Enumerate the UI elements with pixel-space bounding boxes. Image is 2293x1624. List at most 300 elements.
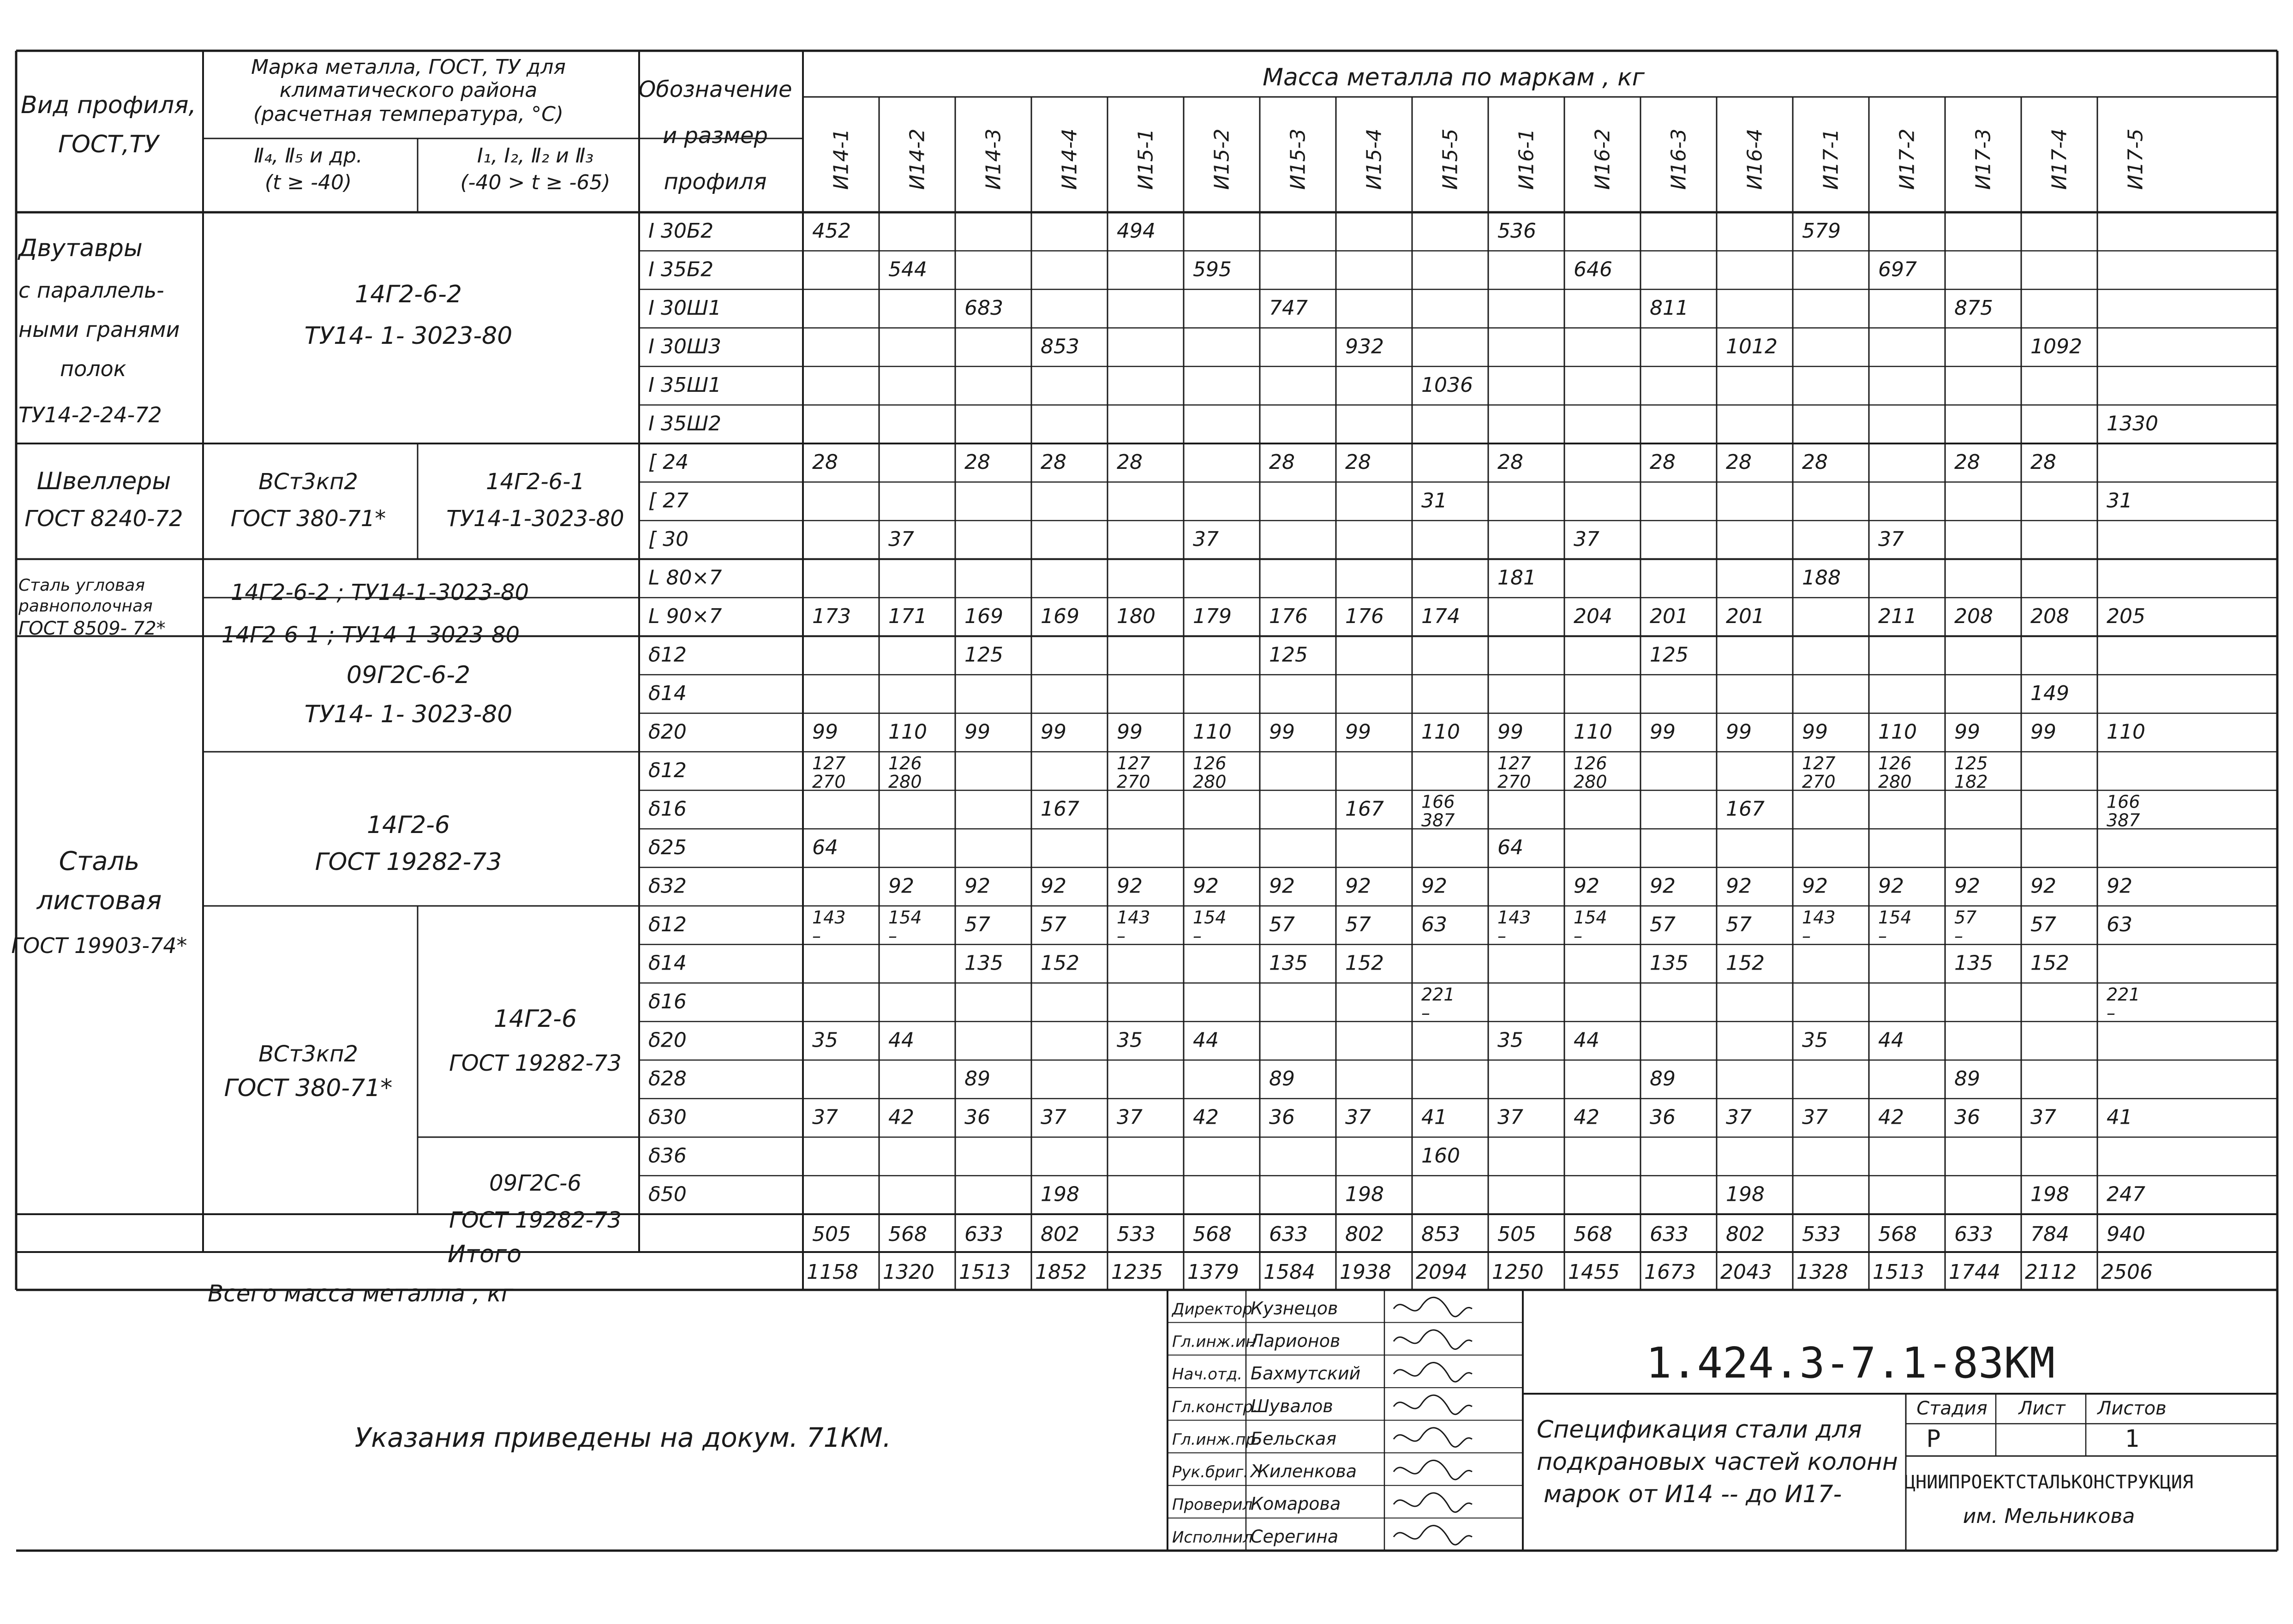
mass-value: 99 — [1269, 720, 1295, 744]
mass-value: 92 — [1041, 874, 1066, 898]
header-designation-1: Обозначение — [638, 77, 792, 102]
total-value: 1328 — [1796, 1260, 1848, 1284]
mass-value: 92 — [1954, 874, 1980, 898]
itogo-value: 568 — [1193, 1222, 1232, 1246]
approval-name: Бахмутский — [1251, 1363, 1361, 1384]
total-value: 2094 — [1416, 1260, 1467, 1284]
mass-value: 57 — [1650, 913, 1676, 936]
mass-value: 1092 — [2030, 335, 2082, 359]
mass-value: 37 — [1574, 527, 1599, 551]
mass-value: 211 — [1878, 605, 1917, 628]
mass-value: 198 — [1726, 1182, 1765, 1206]
mass-value: 36 — [1954, 1105, 1980, 1129]
group-plate-1: Сталь — [59, 846, 140, 876]
mass-value: 92 — [888, 874, 914, 898]
group-ibeam-5: ТУ14-2-24-72 — [18, 402, 162, 427]
profile-designation: [ 27 — [648, 489, 689, 513]
mass-value-numerator: 127 — [1497, 753, 1531, 773]
total-value: 1158 — [807, 1260, 858, 1284]
mass-value-denominator: 387 — [2107, 810, 2140, 831]
mass-value: 28 — [812, 450, 838, 474]
profile-designation: Ⅰ 35Ш1 — [648, 373, 721, 397]
mass-value: 44 — [1193, 1028, 1219, 1052]
mass-value: 37 — [1193, 527, 1219, 551]
mass-value-numerator: 127 — [1802, 753, 1836, 773]
mass-value: 135 — [964, 951, 1003, 975]
mass-value: 544 — [888, 258, 927, 282]
mass-value: 35 — [1802, 1028, 1828, 1052]
mass-value: 44 — [1878, 1028, 1904, 1052]
mass-value: 28 — [1650, 450, 1676, 474]
mass-value: 99 — [1117, 720, 1143, 744]
group-channel-steel-b1: 14Г2-6-1 — [485, 469, 585, 495]
mass-value: 595 — [1193, 258, 1232, 282]
mass-value: 92 — [1345, 874, 1371, 898]
mass-value: 201 — [1726, 605, 1765, 628]
mass-value: 28 — [964, 450, 990, 474]
itogo-value: 802 — [1041, 1222, 1079, 1246]
group-ibeam-1: Двутавры — [18, 234, 143, 262]
mass-value-numerator: 143 — [1802, 907, 1836, 928]
mass-value: 1330 — [2107, 412, 2158, 436]
mass-value: 181 — [1497, 566, 1536, 590]
itogo-value: 633 — [1269, 1222, 1308, 1246]
total-value: 1379 — [1187, 1260, 1239, 1284]
mass-value: 64 — [812, 836, 838, 859]
stage-value: Р — [1926, 1425, 1941, 1453]
header-climate-b-2: (-40 > t ≥ -65) — [460, 171, 611, 194]
mass-value: 99 — [812, 720, 838, 744]
mass-value: 35 — [812, 1028, 838, 1052]
mass-value: 99 — [964, 720, 990, 744]
header-grade-line2: климатического района — [279, 78, 538, 102]
total-value: 2506 — [2101, 1260, 2153, 1284]
group-plate-steel-b2: ГОСТ 19282-73 — [315, 848, 502, 876]
mass-value: 110 — [1421, 720, 1460, 744]
mark-header-и14-1: И14-1 — [829, 128, 853, 190]
stamp-title-2: подкрановых частей колонн — [1537, 1448, 1898, 1476]
mass-value-numerator: 154 — [1193, 907, 1227, 928]
profile-designation: [ 24 — [648, 450, 689, 474]
group-channel-1: Швеллеры — [36, 467, 171, 495]
mass-value-numerator: 143 — [1117, 907, 1150, 928]
header-climate-a-1: Ⅱ₄, Ⅱ₅ и др. — [254, 144, 363, 168]
mark-header-и16-2: И16-2 — [1591, 128, 1615, 190]
mark-header-и16-1: И16-1 — [1515, 128, 1539, 190]
profile-designation: δ12 — [648, 759, 687, 782]
mark-header-и17-5: И17-5 — [2124, 128, 2148, 190]
group-plate-steel-a2: ТУ14- 1- 3023-80 — [304, 701, 513, 728]
mass-value-numerator: 143 — [1497, 907, 1531, 928]
mass-value: 44 — [1574, 1028, 1599, 1052]
group-angle-steel-1: 14Г2-6-2 ; ТУ14-1-3023-80 — [231, 580, 529, 605]
approval-role: Проверил — [1172, 1495, 1253, 1514]
mass-value-denominator: – — [888, 926, 897, 946]
sheets-label: Листов — [2097, 1398, 2167, 1419]
profile-designation: Ⅰ 30Б2 — [648, 219, 714, 243]
approval-role: Гл.инж.пр. — [1172, 1430, 1261, 1449]
mass-value: 99 — [1345, 720, 1371, 744]
total-label: Всего масса металла , кг — [208, 1280, 514, 1307]
group-ibeam-steel-2: ТУ14- 1- 3023-80 — [304, 322, 513, 350]
profile-designation: δ36 — [648, 1144, 687, 1168]
header-profile-type: Вид профиля, — [20, 91, 197, 119]
mass-value: 167 — [1041, 797, 1079, 821]
total-value: 1744 — [1949, 1260, 2000, 1284]
mass-value: 171 — [888, 605, 927, 628]
mass-value: 92 — [1117, 874, 1143, 898]
header-designation-2: и размер — [662, 123, 768, 149]
group-plate-steel-e2: ГОСТ 19282-73 — [449, 1207, 622, 1233]
group-plate-2: листовая — [36, 886, 162, 916]
mass-value: 42 — [1878, 1105, 1904, 1129]
itogo-value: 633 — [1650, 1222, 1688, 1246]
group-plate-steel-b1: 14Г2-6 — [366, 811, 450, 839]
total-value: 1235 — [1111, 1260, 1163, 1284]
mass-value: 99 — [1954, 720, 1980, 744]
profile-designation: L 90×7 — [648, 605, 722, 628]
mass-value-denominator: – — [2107, 1003, 2115, 1023]
mass-value: 89 — [1650, 1067, 1676, 1091]
mass-value: 28 — [2030, 450, 2056, 474]
mass-value: 57 — [1345, 913, 1371, 936]
profile-designation: Ⅰ 35Б2 — [648, 258, 714, 282]
mass-value: 125 — [1650, 643, 1688, 667]
mass-value-numerator: 154 — [1574, 907, 1607, 928]
approval-role: Директор — [1172, 1300, 1252, 1318]
mass-value: 35 — [1497, 1028, 1523, 1052]
mass-value: 152 — [1726, 951, 1765, 975]
mass-value: 110 — [2107, 720, 2145, 744]
profile-designation: δ12 — [648, 913, 687, 936]
itogo-value: 505 — [812, 1222, 851, 1246]
profile-designation: δ14 — [648, 682, 687, 705]
mass-value: 92 — [1269, 874, 1295, 898]
group-angle-1: Сталь угловая — [18, 576, 145, 595]
mass-value: 92 — [1650, 874, 1676, 898]
profile-designation: δ25 — [648, 836, 687, 859]
profile-designation: δ20 — [648, 720, 687, 744]
mass-value: 37 — [1497, 1105, 1523, 1129]
mass-value: 1036 — [1421, 373, 1473, 397]
mass-value: 42 — [1193, 1105, 1219, 1129]
mass-value: 57 — [2030, 913, 2056, 936]
total-value: 1673 — [1644, 1260, 1696, 1284]
mass-value: 36 — [1269, 1105, 1295, 1129]
group-plate-steel-d2: ГОСТ 19282-73 — [449, 1050, 622, 1076]
mass-value-denominator: 270 — [1117, 772, 1150, 792]
mass-value: 41 — [1421, 1105, 1447, 1129]
mass-value: 28 — [1954, 450, 1980, 474]
mass-value-denominator: – — [1497, 926, 1506, 946]
mass-value: 452 — [812, 219, 851, 243]
mark-header-и15-1: И15-1 — [1134, 128, 1158, 190]
itogo-value: 568 — [1878, 1222, 1917, 1246]
mass-value: 646 — [1574, 258, 1612, 282]
header-profile-gost: ГОСТ,ТУ — [58, 131, 159, 158]
mark-header-и17-2: И17-2 — [1895, 128, 1919, 190]
mass-value: 36 — [964, 1105, 990, 1129]
mass-value: 176 — [1269, 605, 1308, 628]
itogo-value: 802 — [1345, 1222, 1384, 1246]
group-ibeam-4: полок — [60, 356, 126, 381]
header-climate-a-2: (t ≥ -40) — [264, 171, 352, 194]
group-ibeam-2: с параллель- — [18, 278, 164, 303]
total-value: 1513 — [959, 1260, 1011, 1284]
mass-value: 747 — [1269, 296, 1308, 320]
mass-value-denominator: – — [1193, 926, 1202, 946]
mass-value: 110 — [888, 720, 927, 744]
stamp-title-3: марок от И14 -- до И17- — [1544, 1480, 1842, 1508]
mass-value: 92 — [1726, 874, 1752, 898]
mark-header-и14-3: И14-3 — [982, 128, 1006, 190]
mass-value-denominator: – — [1574, 926, 1582, 946]
approval-role: Нач.отд. — [1172, 1365, 1243, 1384]
mass-value: 99 — [1650, 720, 1676, 744]
mass-value: 92 — [1193, 874, 1219, 898]
group-plate-steel-e1: 09Г2С-6 — [489, 1170, 581, 1196]
mass-value-denominator: – — [1878, 926, 1887, 946]
mass-value: 57 — [1269, 913, 1295, 936]
mass-value: 247 — [2107, 1182, 2145, 1206]
mass-value: 92 — [1802, 874, 1828, 898]
mass-value: 28 — [1345, 450, 1371, 474]
profile-designation: Ⅰ 35Ш2 — [648, 412, 721, 436]
mass-value-numerator: 127 — [812, 753, 846, 773]
profile-designation: [ 30 — [648, 527, 689, 551]
mark-header-и14-4: И14-4 — [1058, 128, 1082, 190]
mass-value-numerator: 166 — [2107, 791, 2140, 812]
approval-role: Исполнил — [1172, 1528, 1253, 1547]
mass-value: 28 — [1726, 450, 1752, 474]
group-plate-steel-a1: 09Г2С-6-2 — [346, 661, 471, 689]
mass-value: 201 — [1650, 605, 1688, 628]
mass-value: 174 — [1421, 605, 1460, 628]
mass-value: 92 — [2107, 874, 2132, 898]
itogo-value: 568 — [1574, 1222, 1612, 1246]
header-designation-3: профиля — [664, 169, 767, 195]
profile-designation: δ28 — [648, 1067, 687, 1091]
group-angle-2: равнополочная — [18, 597, 153, 616]
mass-value-numerator: 126 — [1193, 753, 1227, 773]
mass-value-denominator: – — [1421, 1003, 1430, 1023]
mass-value: 1012 — [1726, 335, 1778, 359]
mass-value: 875 — [1954, 296, 1993, 320]
group-ibeam-steel-1: 14Г2-6-2 — [355, 281, 462, 308]
mass-value-numerator: 126 — [1574, 753, 1607, 773]
total-value: 1584 — [1263, 1260, 1315, 1284]
mass-value: 853 — [1041, 335, 1079, 359]
itogo-value: 505 — [1497, 1222, 1536, 1246]
mass-value: 167 — [1345, 797, 1384, 821]
group-angle-3: ГОСТ 8509- 72* — [18, 618, 166, 639]
group-plate-steel-c2: ГОСТ 380-71* — [224, 1074, 393, 1102]
mass-value: 37 — [1345, 1105, 1371, 1129]
mass-value: 37 — [888, 527, 914, 551]
mass-value: 135 — [1650, 951, 1688, 975]
mass-value: 198 — [1345, 1182, 1384, 1206]
mass-value: 28 — [1497, 450, 1523, 474]
mark-header-и15-2: И15-2 — [1210, 128, 1234, 190]
mass-value: 31 — [1421, 489, 1447, 513]
mass-value-numerator: 154 — [1878, 907, 1912, 928]
approval-role: Гл.инж.ин — [1172, 1332, 1256, 1351]
mass-value: 28 — [1117, 450, 1143, 474]
mass-value-denominator: 280 — [1878, 772, 1912, 792]
mass-value: 579 — [1802, 219, 1841, 243]
mass-value: 31 — [2107, 489, 2132, 513]
mass-value: 92 — [964, 874, 990, 898]
total-value: 1852 — [1035, 1260, 1087, 1284]
total-value: 1455 — [1568, 1260, 1620, 1284]
profile-designation: δ16 — [648, 797, 687, 821]
itogo-value: 802 — [1726, 1222, 1765, 1246]
total-value: 2112 — [2025, 1260, 2077, 1284]
itogo-value: 940 — [2107, 1222, 2145, 1246]
group-angle-steel-2: 14Г2-6-1 ; ТУ14-1-3023-80 — [222, 622, 520, 648]
mass-value: 135 — [1954, 951, 1993, 975]
mass-value: 28 — [1802, 450, 1828, 474]
mass-value: 57 — [1726, 913, 1752, 936]
mass-value: 99 — [1802, 720, 1828, 744]
mass-value: 149 — [2030, 682, 2069, 705]
mass-value-denominator: 280 — [1574, 772, 1607, 792]
approval-name: Кузнецов — [1251, 1298, 1338, 1318]
mass-value: 42 — [888, 1105, 914, 1129]
mass-value: 198 — [2030, 1182, 2069, 1206]
itogo-value: 784 — [2030, 1222, 2069, 1246]
mass-value-numerator: 221 — [2107, 984, 2140, 1005]
mark-header-и16-4: И16-4 — [1743, 128, 1767, 190]
mass-value: 99 — [1497, 720, 1523, 744]
mass-value: 37 — [812, 1105, 838, 1129]
itogo-value: 568 — [888, 1222, 927, 1246]
profile-designation: δ16 — [648, 990, 687, 1013]
approval-name: Комарова — [1251, 1493, 1341, 1514]
mass-value-denominator: – — [1117, 926, 1126, 946]
mass-value: 110 — [1574, 720, 1612, 744]
approval-role: Гл.констр. — [1172, 1397, 1258, 1416]
mass-value: 37 — [1726, 1105, 1752, 1129]
mass-value: 92 — [1878, 874, 1904, 898]
profile-designation: Ⅰ 30Ш3 — [648, 335, 721, 359]
profile-designation: Ⅰ 30Ш1 — [648, 296, 721, 320]
mass-value-numerator: 57 — [1954, 907, 1977, 928]
mass-value: 683 — [964, 296, 1003, 320]
mass-value: 179 — [1193, 605, 1232, 628]
profile-designation: δ12 — [648, 643, 687, 667]
mass-value-denominator: 387 — [1421, 810, 1455, 831]
mass-value: 57 — [1041, 913, 1066, 936]
header-grade-line3: (расчетная температура, °С) — [253, 102, 564, 126]
mass-value: 208 — [2030, 605, 2069, 628]
mass-value: 208 — [1954, 605, 1993, 628]
mass-value: 89 — [1269, 1067, 1295, 1091]
mass-value: 169 — [1041, 605, 1079, 628]
itogo-value: 533 — [1802, 1222, 1841, 1246]
mass-value: 28 — [1041, 450, 1066, 474]
group-plate-steel-c1: ВСт3кп2 — [258, 1041, 358, 1067]
mark-header-и17-1: И17-1 — [1819, 128, 1843, 190]
mass-value: 92 — [2030, 874, 2056, 898]
mass-value: 173 — [812, 605, 851, 628]
mass-value: 811 — [1650, 296, 1688, 320]
mass-value: 36 — [1650, 1105, 1676, 1129]
group-ibeam-3: ными гранями — [18, 317, 180, 342]
profile-designation: δ32 — [648, 874, 687, 898]
profile-designation: δ20 — [648, 1028, 687, 1052]
approval-name: Бельская — [1251, 1428, 1337, 1449]
mass-value: 180 — [1117, 605, 1155, 628]
mass-value: 63 — [2107, 913, 2132, 936]
approval-name: Ларионов — [1251, 1330, 1341, 1351]
mass-value: 92 — [1421, 874, 1447, 898]
mass-value: 42 — [1574, 1105, 1599, 1129]
note-text: Указания приведены на докум. 71КМ. — [354, 1422, 892, 1453]
mass-value: 152 — [2030, 951, 2069, 975]
profile-designation: δ14 — [648, 951, 687, 975]
mass-value-denominator: – — [1954, 926, 1963, 946]
mass-value: 169 — [964, 605, 1003, 628]
mass-value: 89 — [1954, 1067, 1980, 1091]
mass-value-numerator: 125 — [1954, 753, 1988, 773]
stamp-title-1: Спецификация стали для — [1537, 1416, 1862, 1444]
mass-value: 35 — [1117, 1028, 1143, 1052]
group-channel-steel-a2: ГОСТ 380-71* — [230, 506, 386, 532]
mass-value: 99 — [1726, 720, 1752, 744]
mass-value-numerator: 221 — [1421, 984, 1455, 1005]
mass-value: 198 — [1041, 1182, 1079, 1206]
profile-designation: δ30 — [648, 1105, 687, 1129]
mass-value-numerator: 154 — [888, 907, 922, 928]
group-plate-3: ГОСТ 19903-74* — [11, 933, 187, 958]
mass-value: 37 — [1802, 1105, 1828, 1129]
mass-value: 63 — [1421, 913, 1447, 936]
mass-value: 110 — [1193, 720, 1232, 744]
mass-value: 110 — [1878, 720, 1917, 744]
mass-value-denominator: 270 — [1802, 772, 1836, 792]
mass-value: 28 — [1269, 450, 1295, 474]
mass-value-denominator: – — [1802, 926, 1811, 946]
itogo-value: 633 — [964, 1222, 1003, 1246]
mark-header-и15-3: И15-3 — [1286, 128, 1310, 190]
mass-value-denominator: 182 — [1954, 772, 1988, 792]
mass-value-numerator: 127 — [1117, 753, 1150, 773]
mark-header-и17-4: И17-4 — [2048, 128, 2071, 190]
group-channel-2: ГОСТ 8240-72 — [24, 506, 183, 532]
mass-value-denominator: 270 — [812, 772, 846, 792]
group-plate-steel-d1: 14Г2-6 — [493, 1005, 577, 1033]
mass-value-denominator: 280 — [1193, 772, 1227, 792]
mass-value: 44 — [888, 1028, 914, 1052]
mass-value: 494 — [1117, 219, 1155, 243]
mass-value: 176 — [1345, 605, 1384, 628]
mass-value: 152 — [1345, 951, 1384, 975]
mass-value: 536 — [1497, 219, 1536, 243]
header-grade-line1: Марка металла, ГОСТ, ТУ для — [251, 55, 566, 79]
document-code: 1.424.3-7.1-83КМ — [1646, 1338, 2055, 1388]
mass-value: 188 — [1802, 566, 1841, 590]
mass-value: 37 — [2030, 1105, 2056, 1129]
mass-value: 89 — [964, 1067, 990, 1091]
mass-value: 41 — [2107, 1105, 2132, 1129]
itogo-value: 853 — [1421, 1222, 1460, 1246]
mark-header-и17-3: И17-3 — [1971, 128, 1995, 190]
stage-label: Стадия — [1916, 1398, 1988, 1419]
mass-value: 92 — [1574, 874, 1599, 898]
mass-value: 37 — [1878, 527, 1904, 551]
mass-value: 697 — [1878, 258, 1917, 282]
